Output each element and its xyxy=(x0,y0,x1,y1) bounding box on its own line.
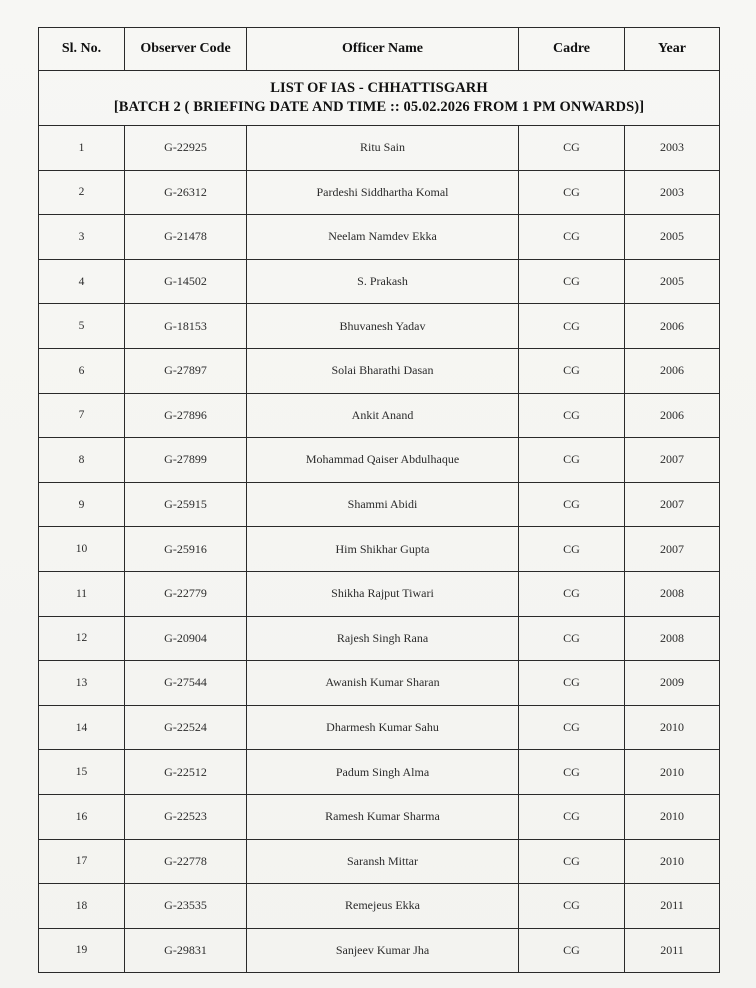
sl-no-cell: 11 xyxy=(39,571,125,616)
officer-name-cell: Shikha Rajput Tiwari xyxy=(247,571,519,616)
officer-name-cell: Rajesh Singh Rana xyxy=(247,616,519,661)
table-row xyxy=(39,215,720,260)
cadre-cell: CG xyxy=(519,616,625,661)
table-row xyxy=(39,616,720,661)
year-cell: 2003 xyxy=(625,126,720,171)
cadre-cell: CG xyxy=(519,393,625,438)
table-row xyxy=(39,438,720,483)
header-row xyxy=(39,28,720,71)
cadre-cell: CG xyxy=(519,170,625,215)
cadre-cell: CG xyxy=(519,661,625,706)
officer-name-cell: Pardeshi Siddhartha Komal xyxy=(247,170,519,215)
year-cell: 2007 xyxy=(625,438,720,483)
observer-code-cell: G-22778 xyxy=(125,839,247,884)
table-row xyxy=(39,170,720,215)
officer-name-cell: Solai Bharathi Dasan xyxy=(247,348,519,393)
cadre-cell: CG xyxy=(519,794,625,839)
table-row xyxy=(39,527,720,572)
year-cell: 2005 xyxy=(625,215,720,260)
officer-name-cell: Neelam Namdev Ekka xyxy=(247,215,519,260)
year-cell: 2006 xyxy=(625,348,720,393)
observer-code-cell: G-14502 xyxy=(125,259,247,304)
observer-table xyxy=(38,27,720,973)
cadre-cell: CG xyxy=(519,571,625,616)
officer-name-cell: Him Shikhar Gupta xyxy=(247,527,519,572)
year-cell: 2008 xyxy=(625,616,720,661)
cadre-cell: CG xyxy=(519,928,625,973)
sl-no-cell: 4 xyxy=(39,259,125,304)
table-body xyxy=(39,126,720,973)
observer-code-cell: G-26312 xyxy=(125,170,247,215)
table-row xyxy=(39,884,720,929)
sl-no-cell: 7 xyxy=(39,393,125,438)
list-title: LIST OF IAS - CHHATTISGARH xyxy=(270,80,488,96)
cadre-cell: CG xyxy=(519,259,625,304)
year-cell: 2011 xyxy=(625,928,720,973)
officer-name-cell: Ritu Sain xyxy=(247,126,519,171)
observer-code-cell: G-27544 xyxy=(125,661,247,706)
sl-no-cell: 2 xyxy=(39,170,125,215)
table-row xyxy=(39,304,720,349)
sl-no-cell: 12 xyxy=(39,616,125,661)
sl-no-cell: 13 xyxy=(39,661,125,706)
year-cell: 2009 xyxy=(625,661,720,706)
table-row xyxy=(39,482,720,527)
sl-no-cell: 14 xyxy=(39,705,125,750)
header-observer-code: Observer Code xyxy=(125,28,247,71)
year-cell: 2010 xyxy=(625,794,720,839)
table-row xyxy=(39,393,720,438)
year-cell: 2010 xyxy=(625,705,720,750)
sl-no-cell: 3 xyxy=(39,215,125,260)
year-cell: 2006 xyxy=(625,304,720,349)
year-cell: 2007 xyxy=(625,527,720,572)
observer-code-cell: G-22925 xyxy=(125,126,247,171)
officer-name-cell: S. Prakash xyxy=(247,259,519,304)
batch-title-row xyxy=(39,71,720,126)
observer-code-cell: G-22779 xyxy=(125,571,247,616)
header-year: Year xyxy=(625,28,720,71)
officer-name-cell: Ramesh Kumar Sharma xyxy=(247,794,519,839)
sl-no-cell: 9 xyxy=(39,482,125,527)
officer-name-cell: Saransh Mittar xyxy=(247,839,519,884)
year-cell: 2007 xyxy=(625,482,720,527)
table-row xyxy=(39,259,720,304)
officer-name-cell: Sanjeev Kumar Jha xyxy=(247,928,519,973)
observer-code-cell: G-27896 xyxy=(125,393,247,438)
sl-no-cell: 17 xyxy=(39,839,125,884)
table-row xyxy=(39,571,720,616)
year-cell: 2010 xyxy=(625,750,720,795)
officer-name-cell: Ankit Anand xyxy=(247,393,519,438)
sl-no-cell: 15 xyxy=(39,750,125,795)
year-cell: 2003 xyxy=(625,170,720,215)
officer-name-cell: Padum Singh Alma xyxy=(247,750,519,795)
cadre-cell: CG xyxy=(519,304,625,349)
officer-name-cell: Shammi Abidi xyxy=(247,482,519,527)
observer-code-cell: G-18153 xyxy=(125,304,247,349)
observer-code-cell: G-29831 xyxy=(125,928,247,973)
batch-line: [BATCH 2 ( BRIEFING DATE AND TIME :: 05.02.2026 FROM 1 PM ONWARDS)] xyxy=(113,99,645,115)
observer-code-cell: G-22524 xyxy=(125,705,247,750)
sl-no-cell: 8 xyxy=(39,438,125,483)
sl-no-cell: 6 xyxy=(39,348,125,393)
cadre-cell: CG xyxy=(519,884,625,929)
officer-name-cell: Dharmesh Kumar Sahu xyxy=(247,705,519,750)
sl-no-cell: 18 xyxy=(39,884,125,929)
observer-code-cell: G-22512 xyxy=(125,750,247,795)
cadre-cell: CG xyxy=(519,705,625,750)
batch-title-cell xyxy=(39,71,720,126)
cadre-cell: CG xyxy=(519,348,625,393)
year-cell: 2006 xyxy=(625,393,720,438)
table-row xyxy=(39,839,720,884)
year-cell: 2010 xyxy=(625,839,720,884)
cadre-cell: CG xyxy=(519,215,625,260)
sl-no-cell: 1 xyxy=(39,126,125,171)
header-cadre: Cadre xyxy=(519,28,625,71)
year-cell: 2005 xyxy=(625,259,720,304)
observer-code-cell: G-22523 xyxy=(125,794,247,839)
officer-name-cell: Bhuvanesh Yadav xyxy=(247,304,519,349)
table-row xyxy=(39,750,720,795)
observer-code-cell: G-25916 xyxy=(125,527,247,572)
cadre-cell: CG xyxy=(519,482,625,527)
observer-code-cell: G-27899 xyxy=(125,438,247,483)
table-row xyxy=(39,661,720,706)
cadre-cell: CG xyxy=(519,527,625,572)
observer-code-cell: G-27897 xyxy=(125,348,247,393)
cadre-cell: CG xyxy=(519,839,625,884)
observer-code-cell: G-21478 xyxy=(125,215,247,260)
header-officer-name: Officer Name xyxy=(247,28,519,71)
sl-no-cell: 5 xyxy=(39,304,125,349)
table-row xyxy=(39,126,720,171)
table-row xyxy=(39,348,720,393)
officer-name-cell: Awanish Kumar Sharan xyxy=(247,661,519,706)
sl-no-cell: 16 xyxy=(39,794,125,839)
observer-code-cell: G-23535 xyxy=(125,884,247,929)
header-sl-no: Sl. No. xyxy=(39,28,125,71)
table-row xyxy=(39,705,720,750)
observer-code-cell: G-20904 xyxy=(125,616,247,661)
cadre-cell: CG xyxy=(519,438,625,483)
officer-name-cell: Mohammad Qaiser Abdulhaque xyxy=(247,438,519,483)
year-cell: 2011 xyxy=(625,884,720,929)
table-row xyxy=(39,928,720,973)
sl-no-cell: 19 xyxy=(39,928,125,973)
officer-name-cell: Remejeus Ekka xyxy=(247,884,519,929)
cadre-cell: CG xyxy=(519,750,625,795)
year-cell: 2008 xyxy=(625,571,720,616)
cadre-cell: CG xyxy=(519,126,625,171)
observer-code-cell: G-25915 xyxy=(125,482,247,527)
table-row xyxy=(39,794,720,839)
sl-no-cell: 10 xyxy=(39,527,125,572)
